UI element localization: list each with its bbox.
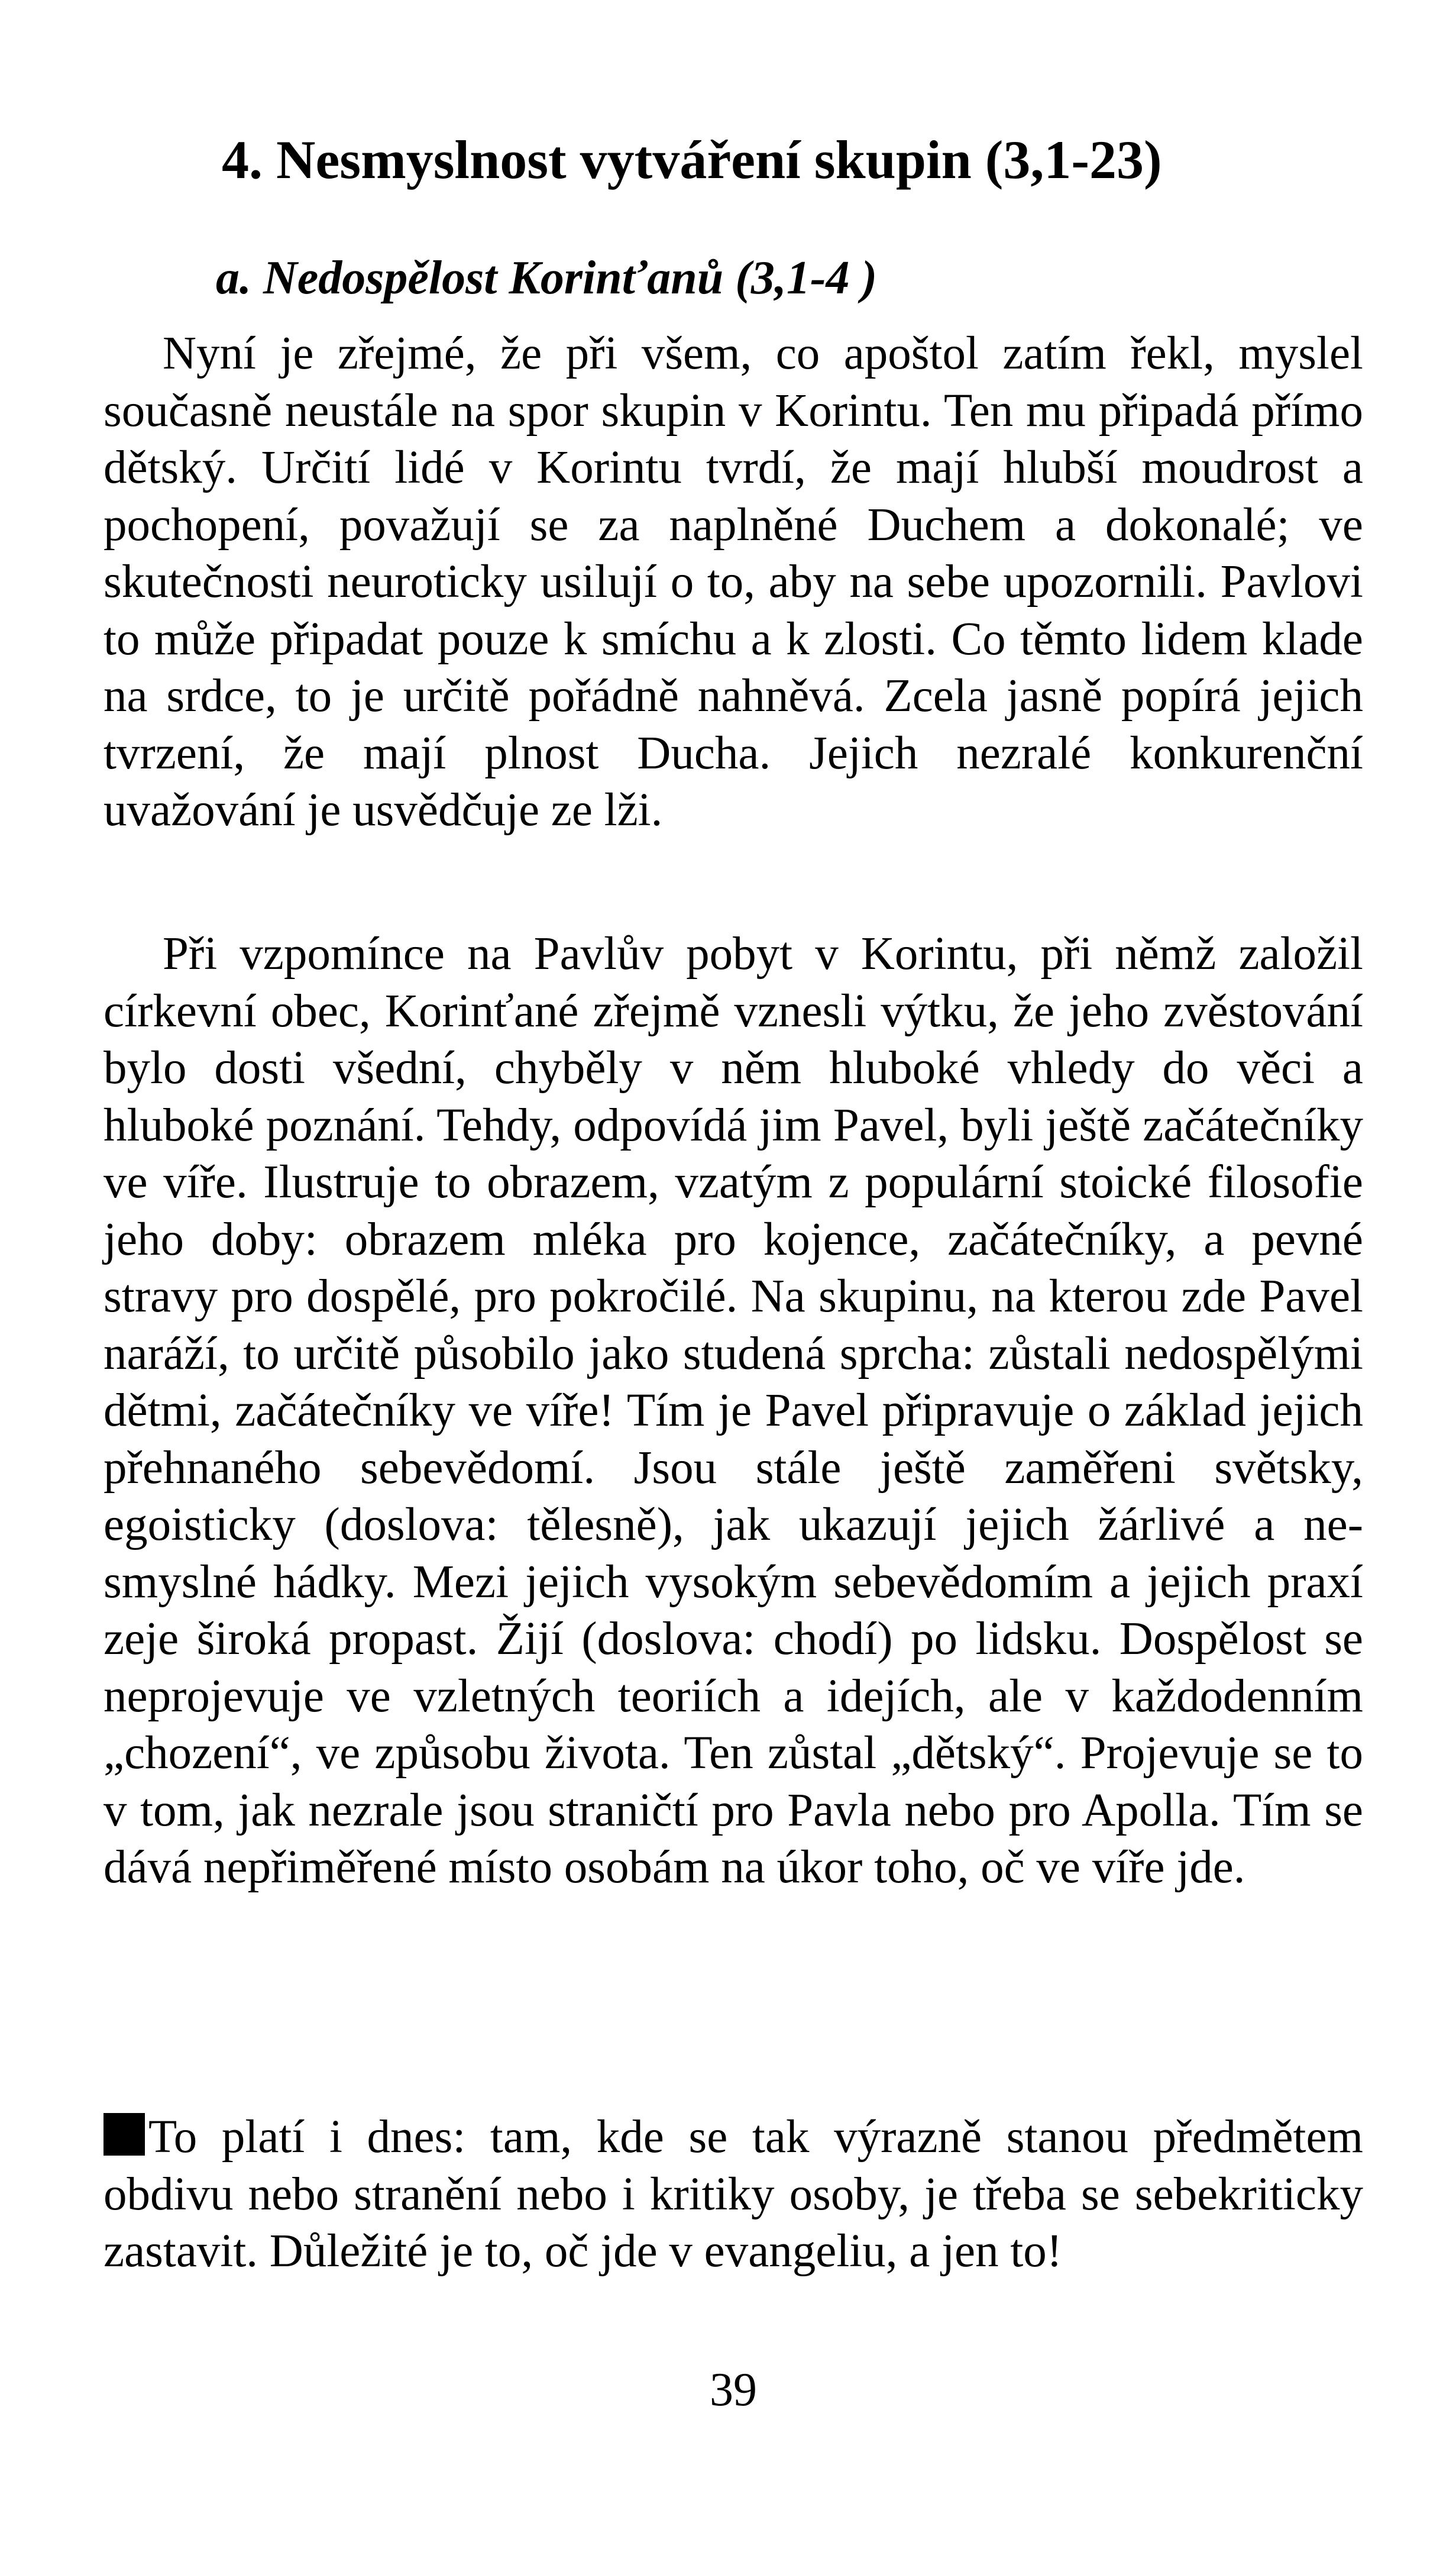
black-square-icon xyxy=(103,2113,145,2156)
body-paragraph: Při vzpomínce na Pavlův pobyt v Korintu, při němž založil církevní obec, Korinťané zřejmě vznesli výtku, že jeho zvěstování bylo dosti všední, chyběly v něm hluboké vhledy do věci a hluboké poznání. Tehdy, odpovídá jim Pavel, byli ještě začátečníky ve víře. Ilustruje to obrazem, vzatým z populární stoické filosofie jeho doby: obrazem mléka pro kojence, začátečníky, a pevné stravy pro dospělé, pro pokročilé. Na skupinu, na kterou zde Pavel naráží, to určitě působilo jako studená sprcha: zůstali nedospělými dětmi, začátečníky ve víře! Tím je Pavel připravuje o základ jejich přehnaného sebevědomí. Jsou stále ještě zaměřeni světsky, egoisticky (doslova: tělesně), jak ukazují jejich žárlivé a nesmyslné hádky. Mezi jejich vysokým sebevědomím a jejich praxí zeje široká propast. Žijí (doslova: chodí) po lidsku. Dospělost se neprojevuje ve vzletných teoriích a idejích, ale v každodenním „chození“, ve způsobu života. Ten zůstal „dětský“. Projevuje se to v tom, jak nezrale jsou straničtí pro Pavla nebo pro Apolla. Tím se dává nepřiměřené místo osobám na úkor toho, oč ve víře jde. xyxy=(103,928,1363,1893)
page-number: 39 xyxy=(710,2364,757,2416)
subsection-heading: a. Nedospělost Korinťanů (3,1-4 ) xyxy=(216,252,878,304)
section-heading: 4. Nesmyslnost vytváření skupin (3,1-23) xyxy=(222,130,1162,190)
note-text: To platí i dnes: tam, kde se tak výrazně stanou předmětem obdivu nebo stranění nebo i kritiky osoby, je třeba se sebekriticky zastavit. Důležité je to, oč jde v evangeliu, a jen to! xyxy=(103,2111,1363,2277)
body-paragraph: Nyní je zřejmé, že při všem, co apoštol zatím řekl, myslel současně neustále na spor skupin v Korintu. Ten mu připadá přímo dětský. Určití lidé v Korintu tvrdí, že mají hlubší moudrost a pochopení, považují se za naplněné Duchem a dokonalé; ve skutečnosti neuroticky usilují o to, aby na sebe upozornili. Pavlovi to může připadat pouze k smíchu a k zlosti. Co těmto lidem klade na srdce, to je určitě pořádně nahněvá. Zcela jasně popírá jejich tvrzení, že mají plnost Ducha. Jejich nezralé konkurenční uvažování je usvědčuje ze lži. xyxy=(103,328,1363,836)
application-note xyxy=(103,2109,1363,2280)
book-page xyxy=(103,0,1363,2562)
